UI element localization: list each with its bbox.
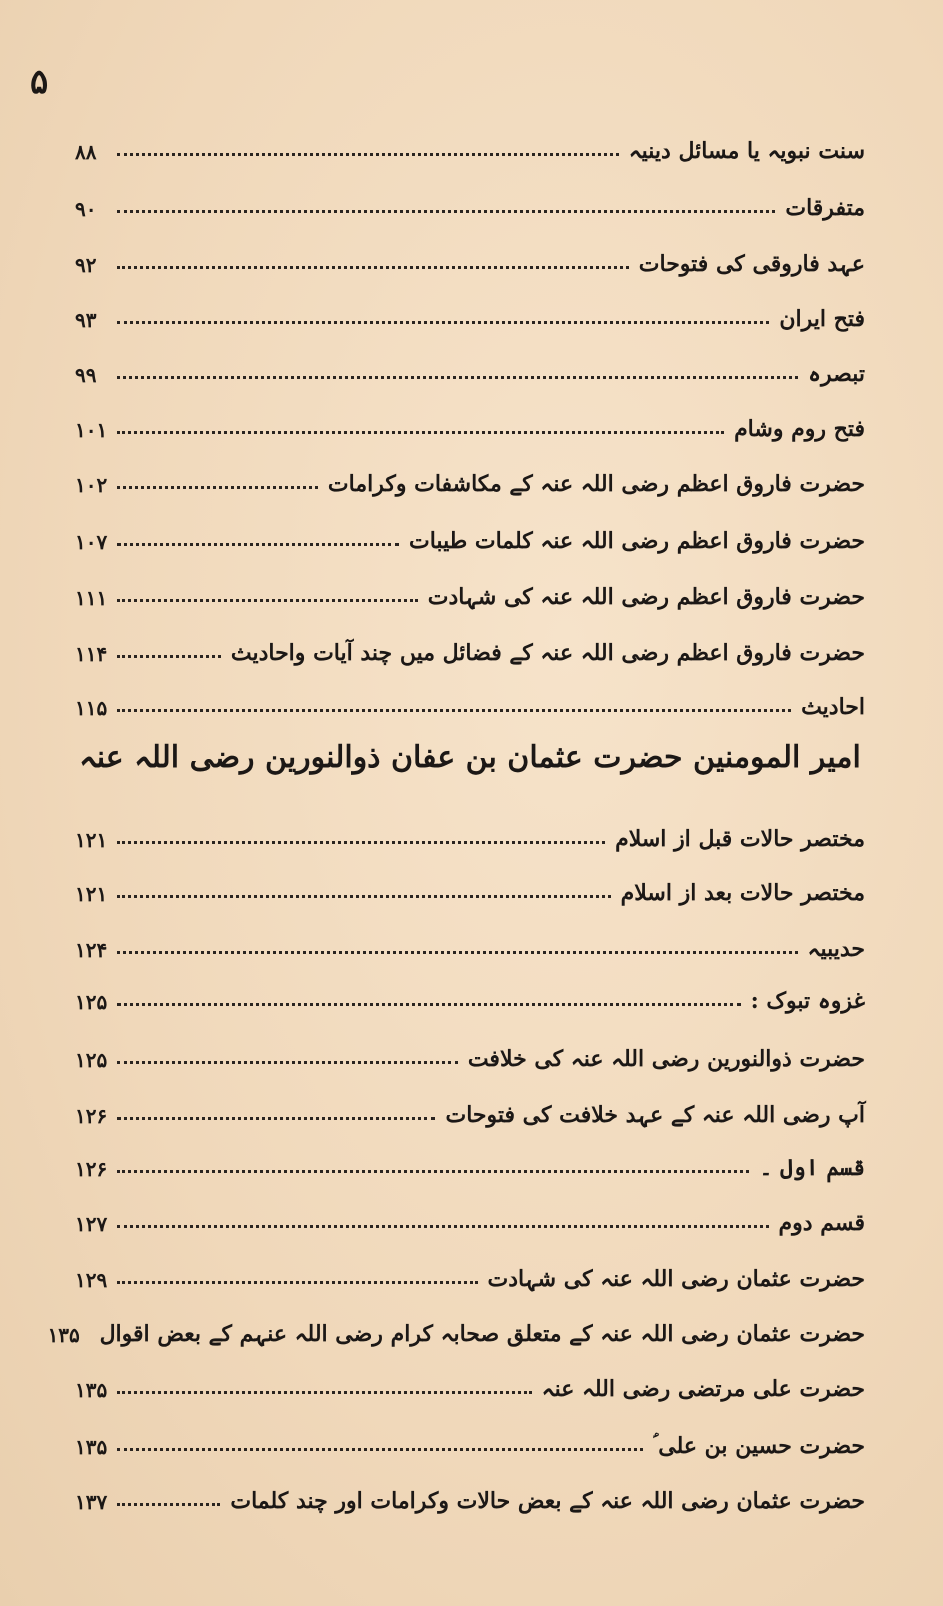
toc-entry-page: ۹۰ [75,197,97,221]
toc-entry-page: ۱۲۶ [75,1157,108,1181]
toc-entry-title: حضرت فاروق اعظم رضی اللہ عنہ کے مکاشفات وکرامات [327,471,865,497]
toc-entry-page: ۱۰۷ [75,530,108,554]
toc-entry[interactable] [75,622,865,666]
toc-entry-page: ۸۸ [75,140,97,164]
toc-entry[interactable] [75,808,865,852]
toc-entry[interactable] [75,566,865,610]
toc-entry-page: ۹۲ [75,253,97,277]
toc-entry-page: ۱۲۹ [75,1268,108,1292]
dot-leader [117,1003,741,1006]
toc-entry-title: فتح روم وشام [734,416,865,442]
toc-entry[interactable] [75,676,865,720]
toc-entry-title: حضرت حسین بن علی ؑ [652,1433,865,1459]
toc-entry-page: ۱۳۵ [75,1378,108,1402]
section-heading: امیر المومنین حضرت عثمان بن عفان ذوالنورین رضی اللہ عنہ [79,740,861,775]
toc-entry[interactable] [75,453,865,497]
toc-entry-page: ۹۳ [75,308,97,332]
toc-entry[interactable] [75,1248,865,1292]
dot-leader [117,895,611,898]
toc-entry-page: ۱۲۷ [75,1212,108,1236]
toc-entry-title: حضرت علی مرتضی رضی اللہ عنہ [541,1376,865,1402]
toc-entry[interactable] [75,862,865,906]
toc-entry-title: متفرقات [785,195,865,221]
toc-entry-title: احادیث [801,694,865,720]
dot-leader [117,1448,643,1451]
toc-entry-page: ۱۳۷ [75,1490,108,1514]
toc-entry[interactable] [75,120,865,164]
toc-entry-page: ۱۲۵ [75,1048,108,1072]
toc-entry-title: فتح ایران [779,306,865,332]
dot-leader [117,543,399,546]
toc-entry-title: سنت نبویہ یا مسائل دینیہ [628,138,865,164]
toc-entry-page: ۱۱۵ [75,696,108,720]
toc-entry-page: ۱۱۱ [75,586,108,610]
toc-entry-title: حضرت فاروق اعظم رضی اللہ عنہ کے فضائل میں چند آیات واحادیث [230,640,865,666]
toc-entry-title: حضرت فاروق اعظم رضی اللہ عنہ کی شہادت [427,584,865,610]
toc-entry[interactable] [75,510,865,554]
toc-entry[interactable] [47,1303,865,1347]
toc-entry-title: تبصرہ [808,361,865,387]
toc-entry-title: حضرت عثمان رضی اللہ عنہ کے بعض حالات وکرامات اور چند کلمات [230,1488,865,1514]
toc-entry[interactable] [75,1358,865,1402]
dot-leader [117,1170,749,1173]
toc-entry-title: مختصر حالات بعد از اسلام [620,880,865,906]
toc-entry[interactable] [75,398,865,442]
toc-entry[interactable] [75,233,865,277]
toc-entry-page: ۱۲۴ [75,938,108,962]
toc-entry[interactable] [75,1415,865,1459]
toc-entry-title: حضرت عثمان رضی اللہ عنہ کے متعلق صحابہ کرام رضی اللہ عنہم کے بعض اقوال [99,1321,865,1347]
dot-leader [117,266,629,269]
dot-leader [117,153,619,156]
toc-entry-title: عہد فاروقی کی فتوحات [638,251,865,277]
toc-entry[interactable] [75,1192,865,1236]
dot-leader [117,376,798,379]
dot-leader [117,1117,435,1120]
toc-entry-title: حضرت فاروق اعظم رضی اللہ عنہ کلمات طیبات [409,528,865,554]
toc-entry-page: ۱۲۱ [75,828,108,852]
toc-entry-title: حضرت عثمان رضی اللہ عنہ کی شہادت [487,1266,865,1292]
dot-leader [117,709,791,712]
dot-leader [117,1281,478,1284]
dot-leader [117,655,221,658]
dot-leader [117,1503,220,1506]
toc-entry[interactable] [75,918,865,962]
toc-entry[interactable] [75,1084,865,1128]
toc-entry-title: قسم اول ۔ [759,1155,865,1181]
toc-entry-page: ۱۰۲ [75,473,108,497]
toc-entry[interactable] [75,288,865,332]
dot-leader [117,431,724,434]
toc-entry-page: ۱۲۶ [75,1104,108,1128]
page-number: ۵ [30,62,49,102]
toc-entry[interactable] [75,970,865,1014]
toc-entry[interactable] [75,1028,865,1072]
dot-leader [117,599,418,602]
toc-entry-title: قسم دوم [778,1210,865,1236]
toc-entry-page: ۱۲۵ [75,990,108,1014]
toc-entry-title: غزوہ تبوک : [750,988,865,1014]
toc-entry[interactable] [75,343,865,387]
toc-entry[interactable] [75,1137,865,1181]
dot-leader [117,1061,458,1064]
dot-leader [117,210,775,213]
dot-leader [117,321,769,324]
dot-leader [117,1391,532,1394]
toc-entry-page: ۱۱۴ [75,642,108,666]
toc-entry-title: حدیبیہ [807,936,865,962]
toc-entry-page: ۱۰۱ [75,418,108,442]
toc-entry[interactable] [75,177,865,221]
dot-leader [117,951,798,954]
toc-entry-page: ۱۳۵ [47,1323,80,1347]
dot-leader [117,1225,769,1228]
toc-entry-page: ۱۲۱ [75,882,108,906]
toc-entry-title: آپ رضی اللہ عنہ کے عہد خلافت کی فتوحات [445,1102,865,1128]
dot-leader [117,841,605,844]
toc-entry-page: ۹۹ [75,363,97,387]
dot-leader [117,486,318,489]
toc-entry[interactable] [75,1470,865,1514]
toc-entry-title: مختصر حالات قبل از اسلام [615,826,865,852]
toc-entry-page: ۱۳۵ [75,1435,108,1459]
toc-entry-title: حضرت ذوالنورین رضی اللہ عنہ کی خلافت [467,1046,865,1072]
